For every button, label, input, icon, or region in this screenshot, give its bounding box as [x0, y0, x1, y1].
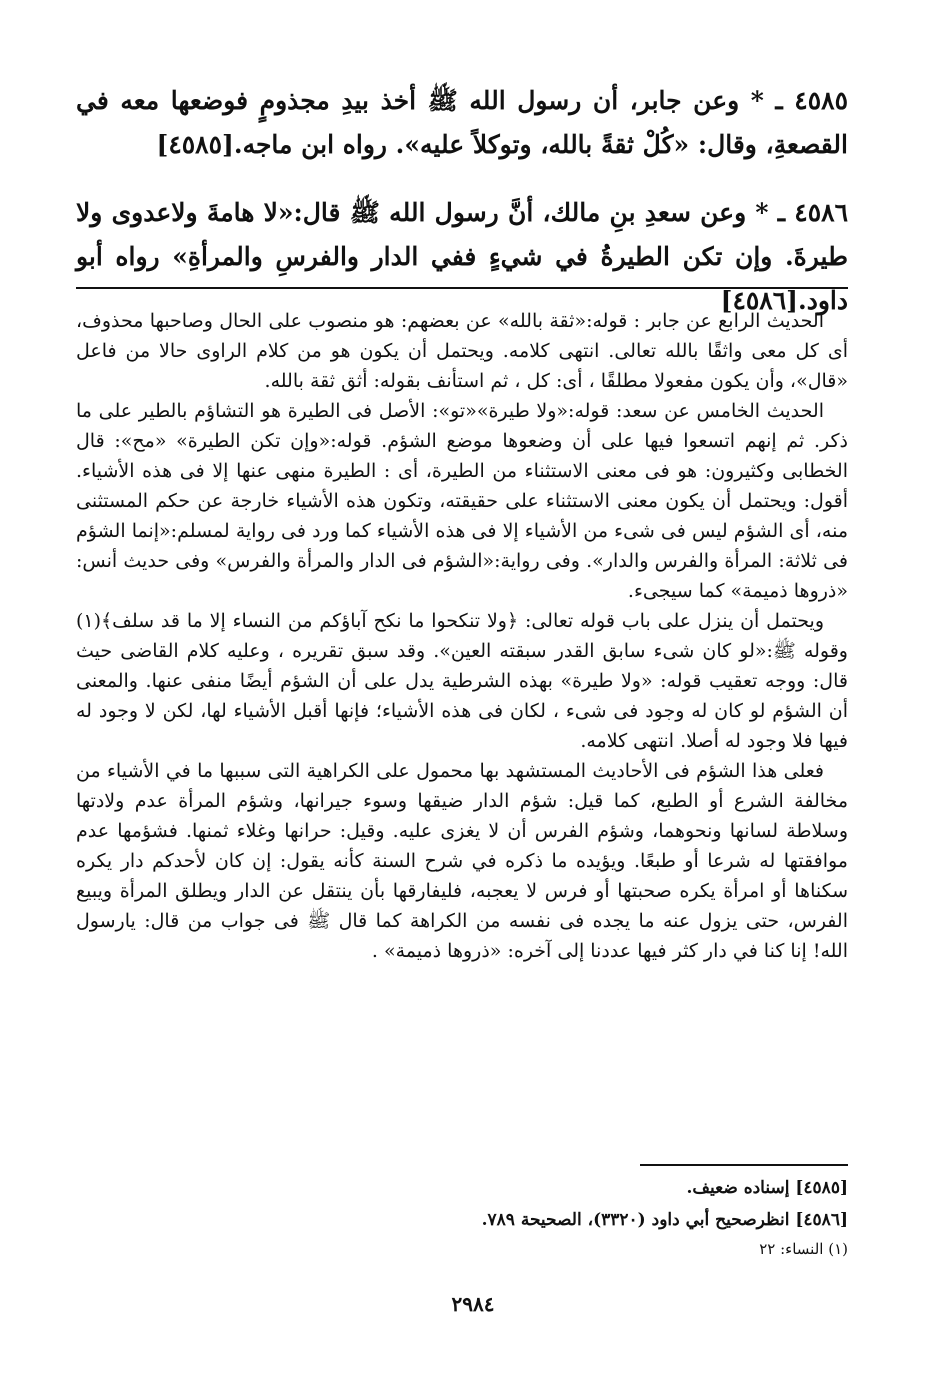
commentary-paragraph: الحديث الرابع عن جابر : قوله:«ثقة بالله» عن بعضهم: هو منصوب على الحال وصاحبها محذوف، أى كل معى واثقًا بالله تعالى. انتهى كلامه. ويحتمل أن يكون هو من كلام الراوى حالا من فاعل «قال»، وأن يكون مفعولا مطلقًا ، أى: كل ، ثم استأنف بقوله: أثق ثقة بالله.: [76, 310, 848, 392]
hadith-4585: ٤٥٨٥ ـ * وعن جابر، أن رسول الله ﷺ أخذ بيدِ مجذومٍ فوضعها معه في القصعةِ، وقال: «كُلْ ثقةً بالله، وتوكلاً عليه». رواه ابن ماجه.[٤٥٨٥]: [76, 86, 848, 159]
commentary-paragraph: فعلى هذا الشؤم فى الأحاديث المستشهد بها محمول على الكراهية التى سببها ما في الأشياء من مخالفة الشرع أو الطبع، كما قيل: شؤم الدار ضيقها وسوء جيرانها، وشؤم المرأة عدم ولادتها وسلاطة لسانها ونحوهما، وشؤم الفرس أن لا يغزى عليه. وقيل: حرانها وغلاء ثمنها. فشؤمها عدم موافقتها له شرعا أو طبعًا. ويؤيده ما ذكره في شرح السنة كأنه يقول: إن كان لأحدكم دار يكره سكناها أو امرأة يكره صحبتها أو فرس لا يعجبه، فليفارقها بأن ينتقل عن الدار ويطلق المرأة ويبيع الفرس، حتى يزول عنه ما يجده فى نفسه من الكراهة كما قال ﷺ فى جواب من قال: يارسول الله! إنا كنا في دار كثر فيها عددنا إلى آخره: «ذروها ذميمة» .: [76, 760, 848, 962]
footnote-4585: [٤٥٨٥] إسناده ضعيف.: [686, 1178, 848, 1198]
hadith-4586: ٤٥٨٦ ـ * وعن سعدِ بنِ مالك، أنَّ رسول الله ﷺ قال:«لا هامةَ ولاعدوى ولا طيرةَ. وإن تكن الطيرةُ في شيءٍ ففي الدار والفرسِ والمرأةِ» رواه أبو داود.[٤٥٨٦]: [76, 198, 848, 315]
footnotes-section: [76, 1172, 848, 1262]
section-divider: [76, 287, 848, 289]
commentary-paragraph: الحديث الخامس عن سعد: قوله:«ولا طيرة»«تو»: الأصل فى الطيرة هو التشاؤم بالطير على ما ذكر. ثم إنهم اتسعوا فيها على أن وضعوها موضع الشؤم. قوله:«وإن تكن الطيرة» «مح»: قال الخطابى وكثيرون: هو فى معنى الاستثناء من الطيرة، أى : الطيرة منهى عنها إلا فى هذه الأشياء. أقول: ويحتمل أن يكون معنى الاستثناء على حقيقته، وتكون هذه الأشياء خارجة عن حكم المستثنى منه، أى الشؤم ليس فى شىء من الأشياء إلا فى هذه الأشياء كما ورد فى رواية لمسلم:«إنما الشؤم فى ثلاثة: المرأة والفرس والدار». وفى رواية:«الشؤم فى الدار والمرأة والفرس» وفى حديث أنس: «ذروها ذميمة» كما سيجىء.: [76, 400, 848, 602]
footnote-divider: [640, 1164, 848, 1166]
footnote-4586: [٤٥٨٦] انظرصحيح أبي داود (٣٣٢٠)، الصحيحة ٧٨٩.: [481, 1210, 848, 1230]
footnote-quran-ref: (١) النساء: ٢٢: [759, 1240, 848, 1258]
commentary-section: [76, 306, 848, 966]
commentary-paragraph: ويحتمل أن ينزل على باب قوله تعالى: ﴿ولا تنكحوا ما نكح آباؤكم من النساء إلا ما قد سلف﴾(١) وقوله ﷺ:«لو كان شىء سابق القدر سبقته العين». وقد سبق تقريره ، وعليه كلام القاضى حيث قال: ووجه تعقيب قوله: «ولا طيرة» بهذه الشرطية يدل على أن الشؤم أيضًا منفى عنها. والمعنى أن الشؤم لو كان له وجود فى شىء ، لكان فى هذه الأشياء؛ فإنها أقبل الأشياء لها، لكن لا وجود له فيها فلا وجود له أصلا. انتهى كلامه.: [76, 610, 849, 752]
page-number: ٢٩٨٤: [451, 1292, 495, 1316]
